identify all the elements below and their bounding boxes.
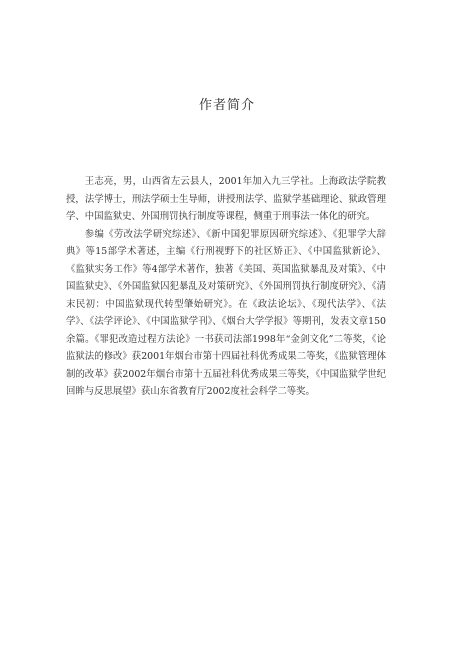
bio-paragraph-1: 王志亮，男，山西省左云县人，2001年加入九三学社。上海政法学院教授，法学博士，刑法学硕士生导师，讲授刑法学、监狱学基础理论、狱政管理学、中国监狱史、外国刑罚执行制度等课程，侧重于刑事法一体化的研究。: [66, 176, 386, 222]
page-title: 作者简介: [198, 98, 255, 113]
author-bio: [66, 173, 386, 401]
bio-paragraph-2: 参编《劳改法学研究综述》、《新中国犯罪原因研究综述》、《犯罪学大辞典》等15部学术著述，主编《行刑视野下的社区矫正》、《中国监狱新论》、《监狱实务工作》等4部学术著作，独著《美国、英国监狱暴乱及对策》、《中国监狱史》、《外国监狱囚犯暴乱及对策研究》、《外国刑罚执行制度研究》、《清末民初：中国监狱现代转型肇始研究》。在《政法论坛》、《现代法学》、《法学》、《法学评论》、《中国监狱学刊》、《烟台大学学报》等期刊，发表文章150余篇。《罪犯改造过程方法论》一书获司法部1998年“金剑文化”二等奖，《论监狱法的修改》获2001年烟台市第十四届社科优秀成果二等奖，《监狱管理体制的改革》获2002年烟台市第十五届社科优秀成果三等奖，《中国监狱学世纪回眸与反思展望》获山东省教育厅2002度社会科学二等奖。: [66, 228, 386, 397]
